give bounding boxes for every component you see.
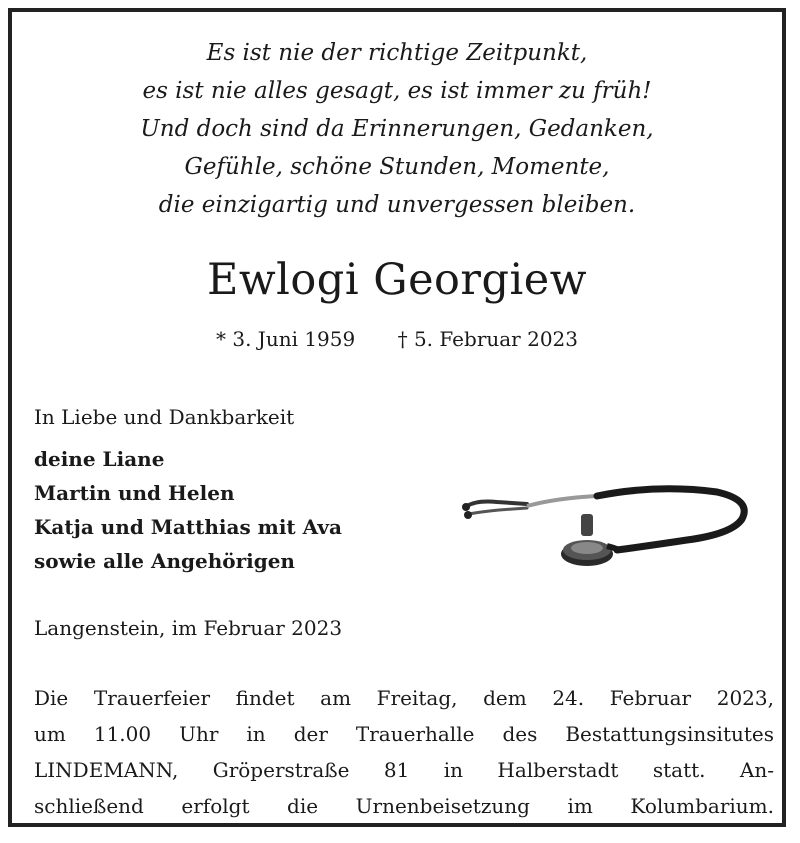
notice-line: schließend erfolgt die Urnenbeisetzung im Kolumbarium. <box>34 794 774 818</box>
notice-line: um 11.00 Uhr in der Trauerhalle des Bestattungsinsitutes <box>34 722 774 746</box>
poem-line: Gefühle, schöne Stunden, Momente, <box>184 154 610 180</box>
life-dates <box>12 327 782 351</box>
stethoscope-icon <box>457 474 757 574</box>
obituary-frame <box>8 8 786 827</box>
family-member: sowie alle Angehörigen <box>34 549 295 573</box>
poem-line: Es ist nie der richtige Zeitpunkt, <box>206 40 588 66</box>
funeral-notice <box>34 680 774 824</box>
family-member: Martin und Helen <box>34 481 235 505</box>
family-member: deine Liane <box>34 447 165 471</box>
family-list <box>34 442 342 578</box>
poem <box>12 34 782 224</box>
dedication: In Liebe und Dankbarkeit <box>34 405 295 429</box>
deceased-name: Ewlogi Georgiew <box>206 255 588 305</box>
place-and-date: Langenstein, im Februar 2023 <box>34 616 343 640</box>
poem-line: die einzigartig und unvergessen bleiben. <box>158 192 636 218</box>
notice-line: LINDEMANN, Gröperstraße 81 in Halberstadt statt. An- <box>34 758 774 782</box>
poem-line: Und doch sind da Erinnerungen, Gedanken, <box>140 116 654 142</box>
family-member: Katja und Matthias mit Ava <box>34 515 342 539</box>
poem-line: es ist nie alles gesagt, es ist immer zu früh! <box>142 78 652 104</box>
death-date: † 5. Februar 2023 <box>397 327 578 351</box>
notice-line: Die Trauerfeier findet am Freitag, dem 24. Februar 2023, <box>34 686 774 710</box>
birth-date: * 3. Juni 1959 <box>216 327 356 351</box>
